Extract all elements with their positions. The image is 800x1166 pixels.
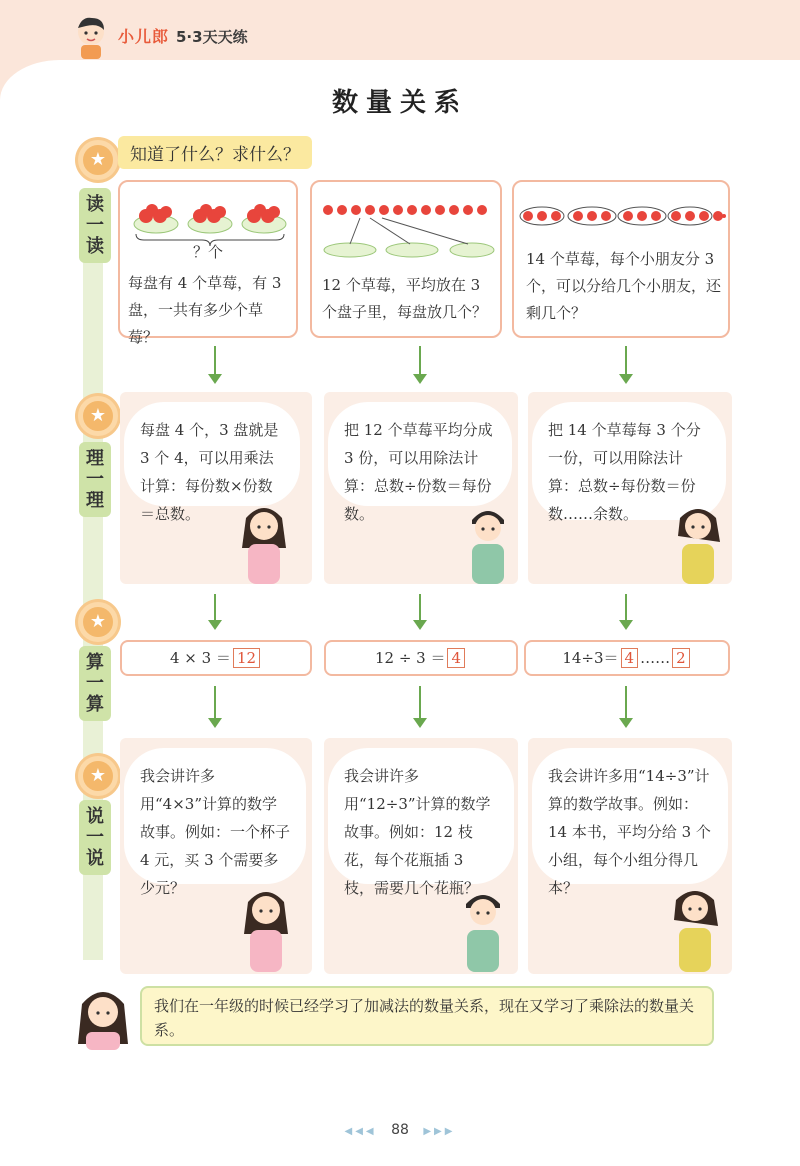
equation-expression: 14÷3＝ (562, 649, 619, 667)
equation-expression: 12 ÷ 3 ＝ (374, 649, 446, 667)
down-arrow-icon (625, 594, 627, 628)
girl-character-icon (232, 500, 296, 584)
tip-box: 我们在一年级的时候已经学习了加减法的数量关系，现在又学习了乘除法的数量关系。 (140, 986, 714, 1046)
star-medal-icon: ★ (78, 396, 118, 436)
ellipsis: …… (640, 649, 671, 667)
grouped-strawberries-icon (518, 204, 726, 228)
down-arrow-icon (214, 686, 216, 726)
mascot-boy-icon (72, 14, 110, 60)
page-title: 数量关系 (331, 88, 468, 118)
answer-box: 12 (233, 648, 260, 668)
down-arrow-icon (419, 346, 421, 382)
equation-expression: 4 × 3 ＝ (169, 649, 231, 667)
girl-ponytail-character-icon (664, 884, 726, 972)
star-medal-icon: ★ (78, 140, 118, 180)
star-medal-icon: ★ (78, 756, 118, 796)
right-triangles-icon: ▶▶▶ (423, 1126, 456, 1137)
speech-bubble: 我会讲许多用“4×3”计算的数学故事。例如：一个杯子 4 元，买 3 个需要多少元？ (124, 748, 306, 884)
equation-box-3 (524, 640, 730, 676)
section-label-say: 说一说 (79, 800, 111, 875)
remainder-box: 2 (672, 648, 690, 668)
say-panel-3 (528, 738, 732, 974)
left-triangles-icon: ◀◀◀ (344, 1126, 377, 1137)
read-card-3 (512, 180, 730, 338)
sort-panel-1 (120, 392, 312, 584)
strawberries-to-plates-icon (320, 200, 496, 260)
answer-box: 4 (447, 648, 465, 668)
boy-character-icon (460, 500, 516, 584)
read-card-1 (118, 180, 298, 346)
sort-panel-2 (324, 392, 518, 584)
read-card-text: 12 个草莓，平均放在 3 个盘子里，每盘放几个？ (322, 276, 488, 321)
down-arrow-icon (419, 686, 421, 726)
equation-box-2 (324, 640, 518, 676)
down-arrow-icon (214, 594, 216, 628)
speech-bubble: 我会讲许多用“12÷3”计算的数学故事。例如：12 枝花，每个花瓶插 3 枝，需要几个花瓶？ (328, 748, 514, 884)
equation-box-1 (120, 640, 312, 676)
read-card-text: 14 个草莓，每个小朋友分 3 个，可以分给几个小朋友，还剩几个？ (526, 250, 722, 322)
page-number-row (0, 1122, 800, 1138)
strawberry-plates-icon (132, 196, 288, 236)
section-label-sort: 理一理 (79, 442, 111, 517)
down-arrow-icon (419, 594, 421, 628)
question-pill: 知道了什么？求什么？ (118, 136, 312, 169)
brand-name: 小儿郎 (118, 27, 170, 46)
say-panel-2 (324, 738, 518, 974)
boy-character-icon (454, 884, 512, 972)
girl-character-icon (234, 884, 298, 972)
sort-panel-3 (528, 392, 732, 584)
read-card-2 (310, 180, 502, 338)
down-arrow-icon (214, 346, 216, 382)
brace-label: ？个 (192, 243, 223, 261)
section-label-calc: 算一算 (79, 646, 111, 721)
star-medal-icon: ★ (78, 602, 118, 642)
down-arrow-icon (625, 686, 627, 726)
section-label-read: 读一读 (79, 188, 111, 263)
read-card-text: 每盘有 4 个草莓，有 3 盘，一共有多少个草莓？ (128, 274, 282, 346)
page-number: 88 (391, 1122, 409, 1138)
girl-ponytail-character-icon (668, 502, 728, 584)
speech-bubble: 把 12 个草莓平均分成 3 份，可以用除法计算：总数÷份数＝每份数。 (328, 402, 512, 506)
say-panel-1 (120, 738, 312, 974)
speech-bubble: 把 14 个草莓每 3 个分一份，可以用除法计算：总数÷每份数＝份数……余数。 (532, 402, 726, 520)
series-name: 5·3天天练 (176, 28, 248, 46)
answer-box: 4 (621, 648, 639, 668)
girl-avatar-icon (74, 984, 132, 1050)
speech-bubble: 每盘 4 个，3 盘就是 3 个 4，可以用乘法计算：每份数×份数＝总数。 (124, 402, 300, 506)
speech-bubble: 我会讲许多用“14÷3”计算的数学故事。例如：14 本书，平均分给 3 个小组，每个小组分得几本？ (532, 748, 728, 884)
down-arrow-icon (625, 346, 627, 382)
